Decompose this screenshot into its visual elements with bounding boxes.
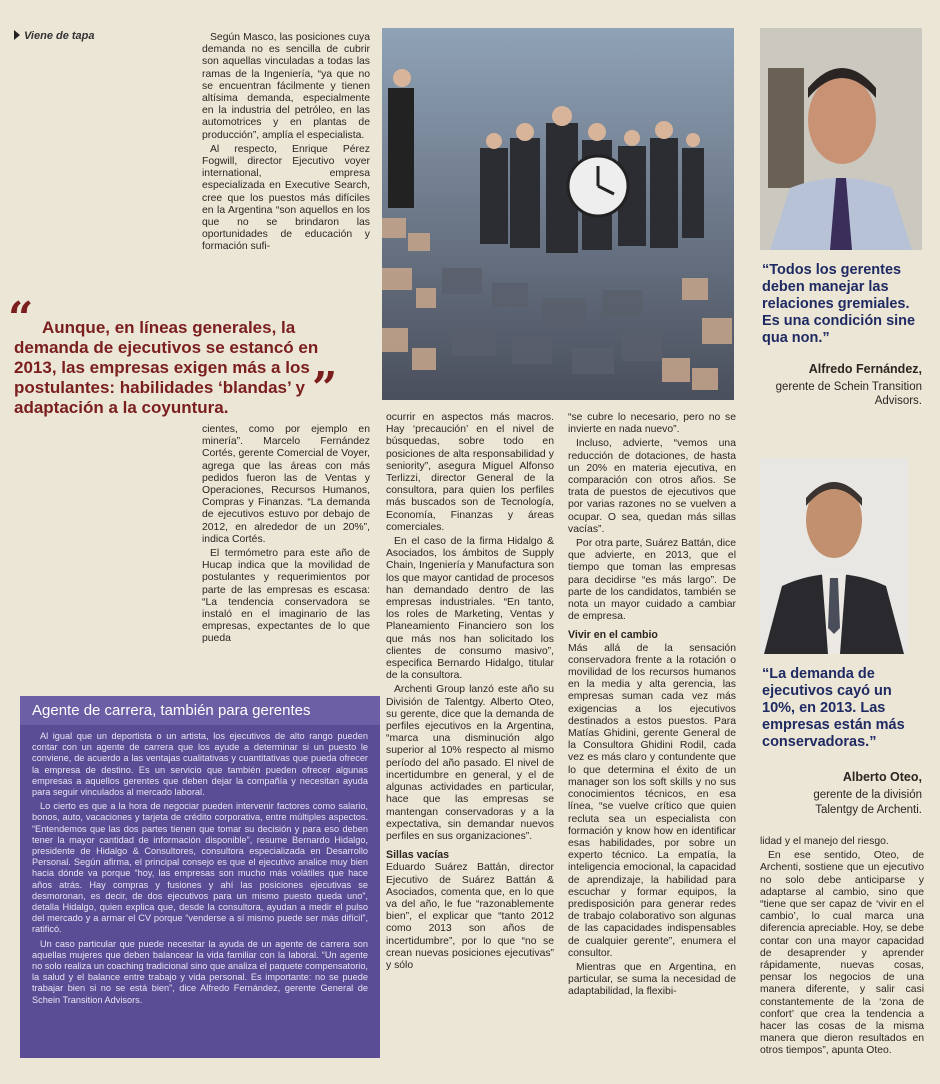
column-1-bottom xyxy=(202,424,370,648)
arrow-right-icon xyxy=(14,30,20,40)
column-1-top xyxy=(202,32,370,256)
quote-2-role-1: gerente de la división xyxy=(813,789,922,801)
paragraph: Archenti Group lanzó este año su División de Talentgy. Alberto Oteo, su gerente, dice que la demanda de perfiles ejecutivos en la Argentina, “marca una disminución algo superior al 10% respecto al mismo período del año pasado. El nivel de incertidumbre en general, y el de algunas actividades en particular, hace que las empresas se mantengan conservadoras y a la expectativa, sin demandar nuevos perfiles en sus organizaciones”. xyxy=(386,684,554,842)
paragraph: Mientras que en Argentina, en particular, se suma la necesidad de adaptabilidad, la flexibi- xyxy=(568,961,736,998)
quote-2-role-2: Talentgy de Archenti. xyxy=(815,804,922,816)
subheading-vivir-en-el-cambio: Vivir en el cambio xyxy=(568,629,658,642)
box-title: Agente de carrera, también para gerentes xyxy=(20,696,380,725)
box-body xyxy=(20,725,380,1006)
close-quote-icon: ” xyxy=(312,363,338,414)
box-paragraph: Al igual que un deportista o un artista, los ejecutivos de alto rango pueden contar con un agente de carrera que los ayude a determinar si un puesto le conviene, de acuerdo a las ventajas cualitativas y cuantitativas que pueda ofrecer la empresa de destino. Es un servicio que también pueden ofrecer algunas empresas a aquellos gerentes que deben dejar la compañía y necesitan ayuda para seguir vinculados al mercado laboral. xyxy=(32,731,368,798)
quote-1-name: Alfredo Fernández, xyxy=(808,362,922,376)
column-3 xyxy=(568,412,736,1001)
side-quote-1: “Todos los gerentes deben manejar las relaciones gremiales. Es una condición sine qua non.” xyxy=(762,262,916,346)
paragraph: Más allá de la sensación conservadora frente a la rotación o movilidad de los recursos humanos en la media y alta gerencia, las empresas suman cada vez más exigencias a los ejecutivos destinados a estos puestos. Para Matías Ghidini, gerente General de la Consultora Ghidini Rodil, cada vez es más claro y contundente que lo que determina el éxito de un manager son los soft skills y no sus conocimientos técnicos, en esa línea, “se vuelve crítico que quien recluta sea un especialista con formación y know how en identificar esas habilidades, por sobre un experto técnico. La empatía, la inteligencia emocional, la capacidad de aprendizaje, la habilidad para escuchar y formar equipos, la predisposición para generar redes de trabajo colaborativo son algunas de las capacidades indispensables de cualquier gerente”, enumera el consultor. xyxy=(568,642,736,959)
column-2 xyxy=(386,412,554,974)
paragraph: En ese sentido, Oteo, de Archenti, sostiene que un ejecutivo no solo debe anticiparse y adaptarse al cambio, sino que “tiene que ser capaz de ‘vivir en el cambio’, lo cual marca una diferencia apreciable. Hoy, se debe contar con una mayor capacidad de desaprender y aprender rápidamente, nuevas cosas, pensar los negocios de una manera diferente, y salir casi constantemente de la ‘zona de confort’ que crea la tendencia a hacer las cosas de la misma manera que dieron resultados en otros tiempos”, apunta Oteo. xyxy=(760,850,924,1057)
quote-1-role: gerente de Schein Transition Advisors. xyxy=(775,381,922,407)
collage-photo xyxy=(382,28,734,400)
box-paragraph: Lo cierto es que a la hora de negociar pueden intervenir factores como salario, bonos, auto, vacaciones y tarjeta de crédito corporativa, entre múltiples aspectos. “Entendemos que las dos partes tienen que tomar su decisión y para eso deben tener la mayor cantidad de información disponible”, resume Bernardo Hidalgo, presidente de Hidalgo & Consultores, consultora especializada en Desarrollo Personal. Según afirma, el principal consejo es que el ejecutivo analice muy bien hacia dónde va porque “hoy, las empresas son mucho más volátiles que hace años atrás. Hay compras y fusiones y ahí las posiciones ejecutivas se desmoronan, es decir, de dos ejecutivos para un mismo puesto queda uno”, detalla Hidalgo, quien explica que, desde la consultora, ayudan a medir el pulso del mercado y a armar el CV porque “venderse a sí mismo puede ser más difícil”, ratificó. xyxy=(32,801,368,935)
paragraph: Según Masco, las posiciones cuya demanda no es sencilla de cubrir son aquellas vinculadas a todas las ramas de la Ingeniería, “ya que no se encuentran fácilmente y tienen altísima demanda, especialmente en la industria del petróleo, en las automotrices y en plantas de producción”, amplía el especialista. xyxy=(202,32,370,141)
pull-quote xyxy=(14,318,354,418)
side-quote-2: “La demanda de ejecutivos cayó un 10%, en 2013. Las empresas están más conservadoras.” xyxy=(762,666,905,750)
quote-2-name: Alberto Oteo, xyxy=(842,770,922,784)
open-quote-icon: “ xyxy=(8,293,34,344)
portrait-image xyxy=(760,458,908,654)
column-4-bottom xyxy=(760,836,924,1060)
paragraph: Por otra parte, Suárez Battán, dice que advierte, en 2013, que el tiempo que toman las empresas para decidirse “es más largo”. De parte de los candidatos, también se nota un mayor cuidado a cambiar de empresa. xyxy=(568,538,736,623)
portrait-photo-alfredo xyxy=(760,28,922,250)
box-paragraph: Un caso particular que puede necesitar la ayuda de un agente de carrera son aquellas mujeres que deben balancear la vida familiar con la laboral. “Un agente no solo realiza un coaching tradicional sino que analiza el paquete compensatorio, la salud y el balance entre trabajo y vida personal. Es importante: no se puede trabajar bien si no se está bien”, dice Alfredo Fernández, gerente General de Schein Transition Advisors. xyxy=(32,938,368,1005)
kicker-text: Viene de tapa xyxy=(24,30,95,42)
paragraph: Incluso, advierte, “vemos una reducción de dotaciones, de hasta un 20% en materia ejecutiva, en comparación con otros años. Se trata de puestos de ejecutivos que por varias razones no se vuelven a ocupar. O sea, quedan más sillas vacías”. xyxy=(568,438,736,535)
paragraph: En el caso de la firma Hidalgo & Asociados, los ámbitos de Supply Chain, Ingeniería y Manufactura son los que mayor cantidad de procesos han demandado dentro de las empresas industriales. “En tanto, los roles de Marketing, Ventas y Planeamiento Financiero son los que más nos han solicitado los clientes de consumo masivo”, especifica Bernardo Hidalgo, titular de la consultora. xyxy=(386,536,554,682)
paragraph: lidad y el manejo del riesgo. xyxy=(760,836,889,847)
paragraph: El termómetro para este año de Hucap indica que la movilidad de postulantes y requerimientos por parte de las empresas es escasa: “La tendencia conservadora se instaló en el imaginario de las empresas, expectantes de lo que pueda xyxy=(202,548,370,645)
portrait-photo-alberto xyxy=(760,458,908,654)
paragraph: Al respecto, Enrique Pérez Fogwill, director Ejecutivo voyer international, empresa especializada en Executive Search, cree que los puestos más difíciles en la Argentina “son aquellos en los que no se brindaron las oportunidades de educación y formación sufi- xyxy=(202,143,370,253)
paragraph: ocurrir en aspectos más macros. Hay ‘precaución’ en el nivel de búsquedas, sobre todo en posiciones de alta responsabilidad y seniority”, asegura Miguel Alfonso Terlizzi, director General de la consultora, para quien los perfiles más buscados son de Tecnología, Economía, Finanzas y áreas comerciales. xyxy=(386,412,554,533)
business-people-collage-image xyxy=(382,28,734,400)
paragraph: Eduardo Suárez Battán, director Ejecutivo de Suárez Battán & Asociados, comenta que, en lo que va del año, le fue “razonablemente bien”, el explicar que “tanto 2012 como 2013 son años de incertidumbre”, por lo que “no se crean nuevas posiciones ejecutivas” y sólo xyxy=(386,862,554,971)
paragraph: “se cubre lo necesario, pero no se invierte en nada nuevo”. xyxy=(568,412,736,436)
portrait-image xyxy=(760,28,922,250)
kicker xyxy=(14,30,95,42)
sidebar-box xyxy=(20,696,380,1058)
subheading-sillas-vacias: Sillas vacías xyxy=(386,849,450,862)
pull-quote-text: Aunque, en líneas generales, la demanda de ejecutivos se estancó en 2013, las empresas exigen más a los postulantes: habilidades ‘blandas’ y adaptación a la coyuntura. xyxy=(14,318,319,417)
paragraph: cientes, como por ejemplo en minería”. Marcelo Fernández Cortés, gerente Comercial de Voyer, agrega que las áreas con más pedidos fueron las de Ventas y Operaciones, Recursos Humanos, Compras y Finanzas. “La demanda de ejecutivos estuvo por debajo de 2012, en alrededor de un 20%”, indica Cortés. xyxy=(202,424,370,545)
